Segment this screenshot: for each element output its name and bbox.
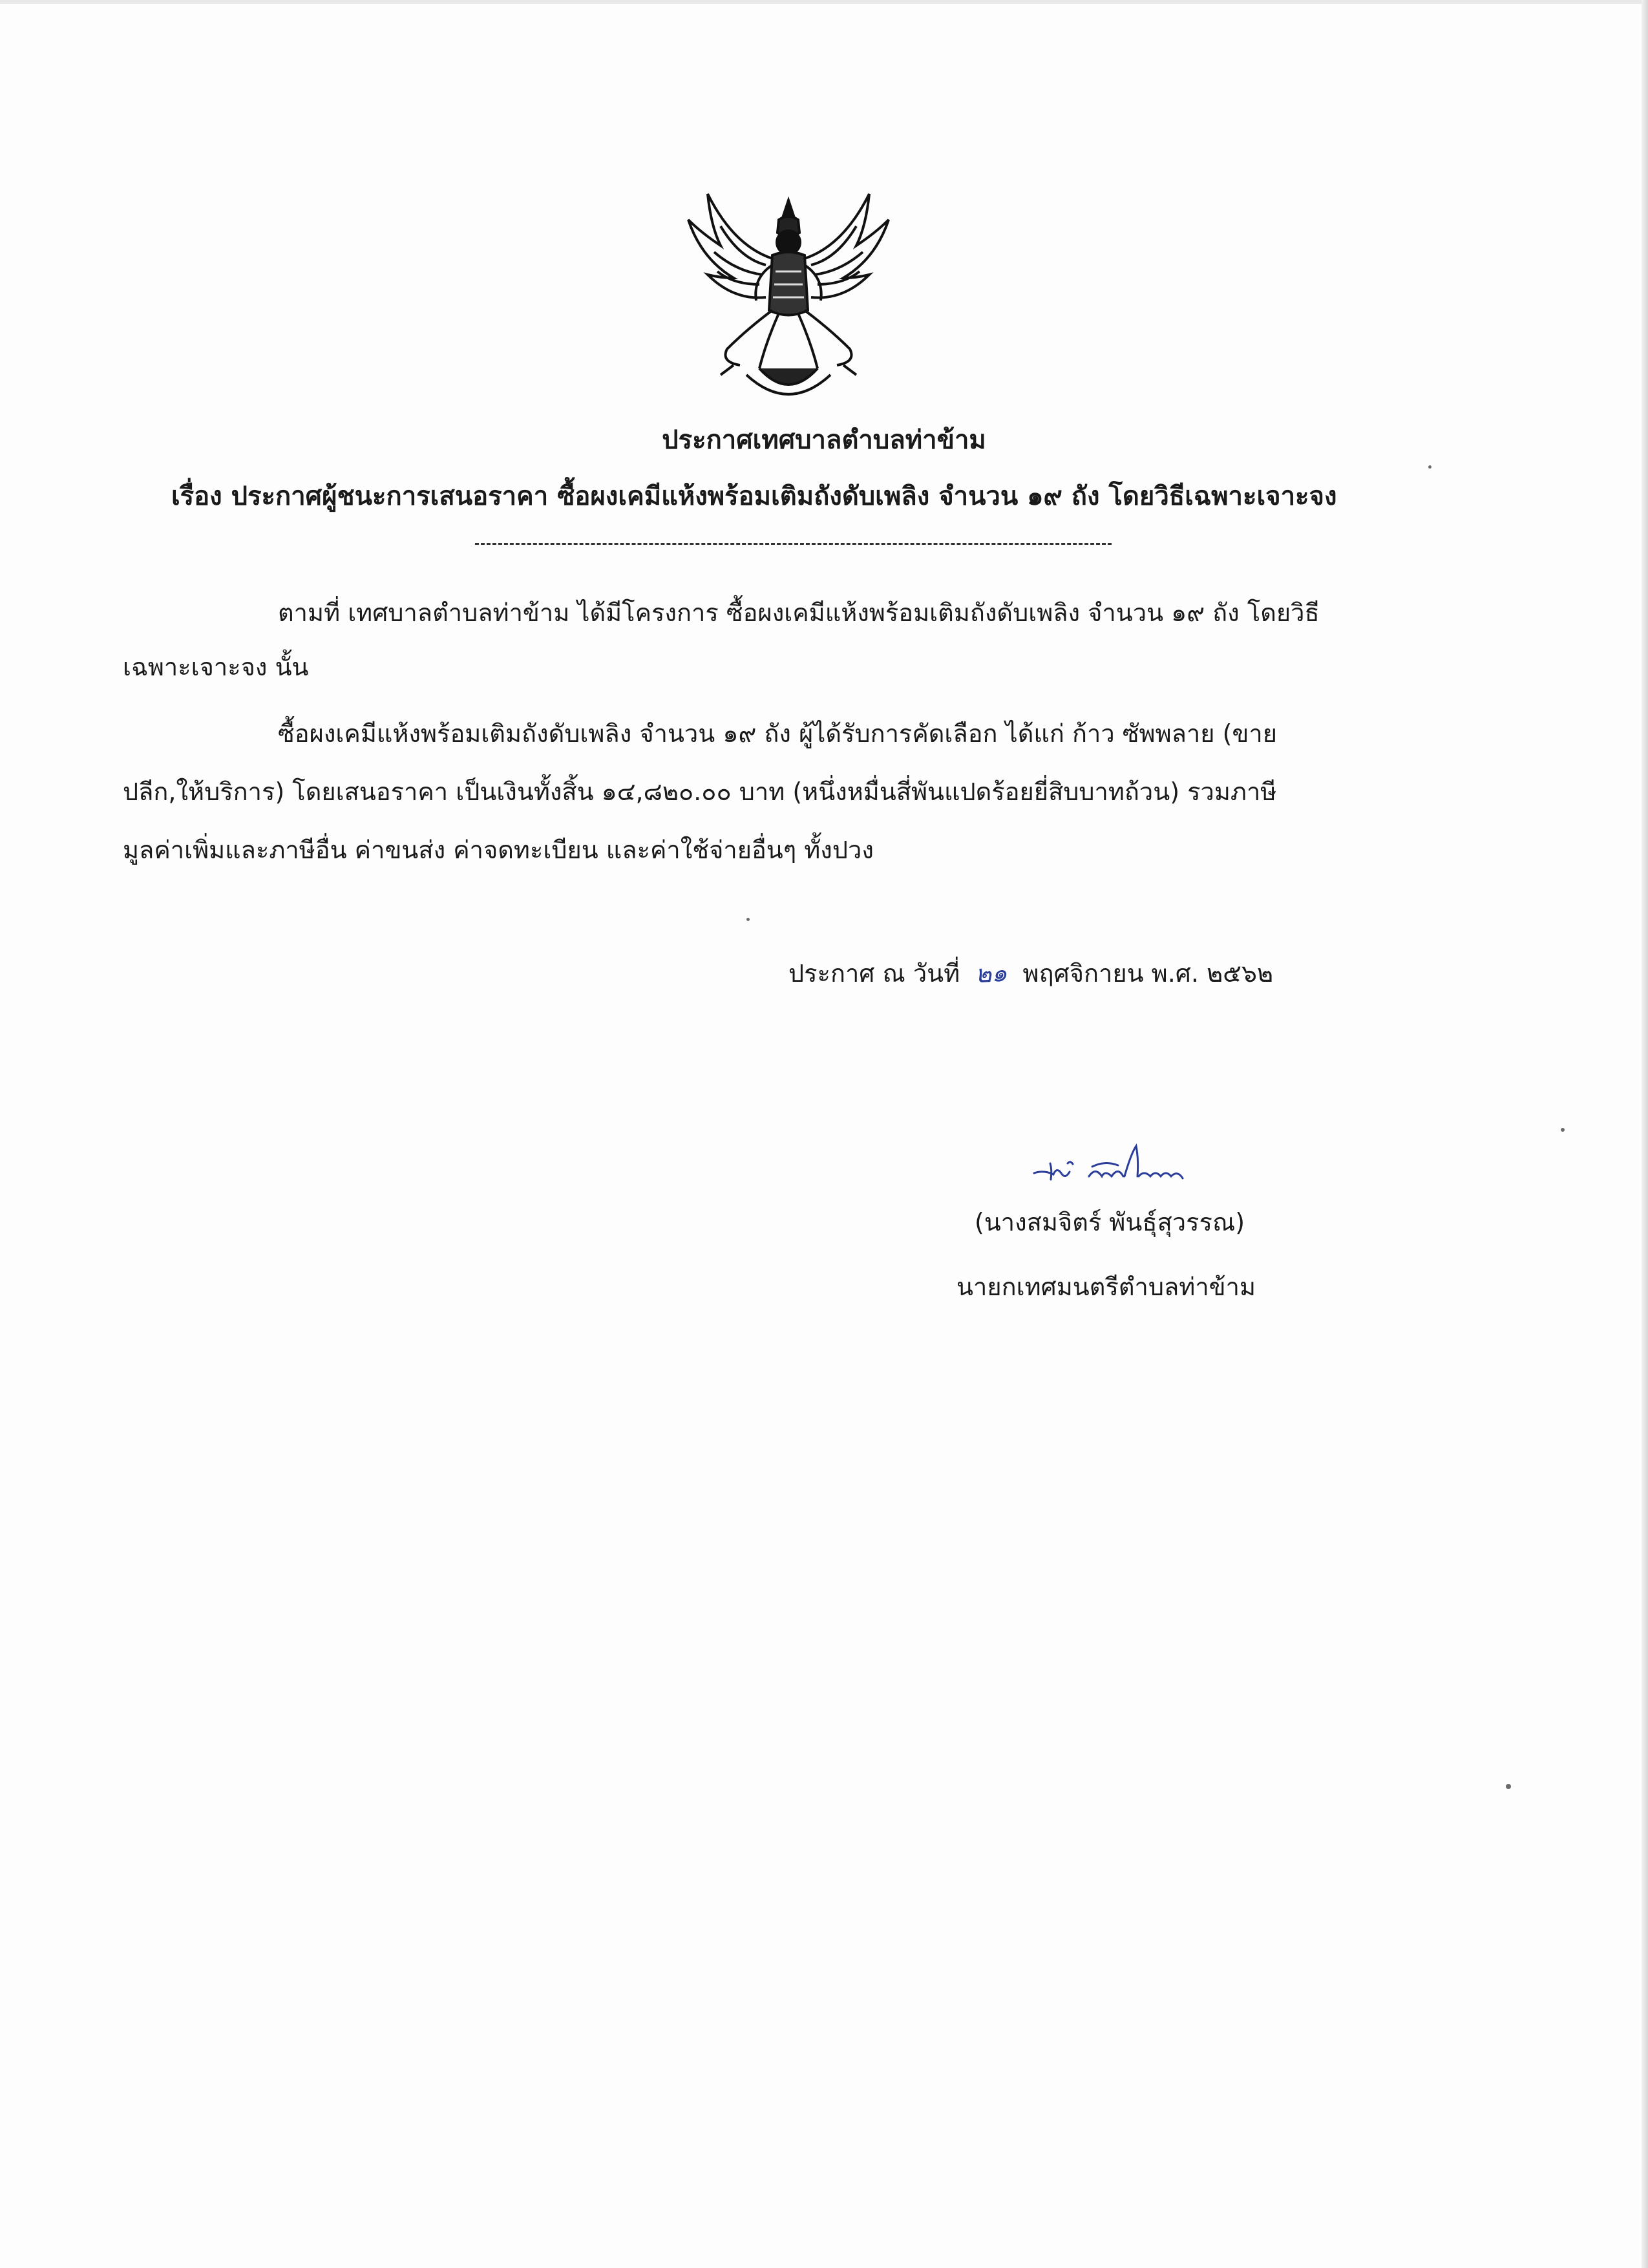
paragraph-2-line-2: ปลีก,ให้บริการ) โดยเสนอราคา เป็นเงินทั้งสิ้น ๑๔,๘๒๐.๐๐ บาท (หนึ่งหมื่นสี่พันแปดร้อยยี่สิบบาทถ้วน) รวมภาษี: [123, 778, 1277, 806]
subject-line: เรื่อง ประกาศผู้ชนะการเสนอราคา ซื้อผงเคมีแห้งพร้อมเติมถังดับเพลิง จำนวน ๑๙ ถัง โดยวิธีเฉพาะเจาะจง: [171, 482, 1337, 511]
scan-speck: [1506, 1784, 1511, 1789]
announcement-date: [788, 953, 1273, 993]
garuda-emblem-icon: [682, 181, 895, 414]
paragraph-2-line-1: ซื้อผงเคมีแห้งพร้อมเติมถังดับเพลิง จำนวน ๑๙ ถัง ผู้ได้รับการคัดเลือก ได้แก่ ก้าว ซัพพลาย (ขาย: [278, 719, 1278, 748]
scan-speck: [746, 918, 750, 921]
scan-speck: [1428, 465, 1431, 469]
scan-edge-top: [0, 0, 1648, 4]
paragraph-1-line-2: เฉพาะเจาะจง นั้น: [123, 653, 309, 681]
separator-line: [475, 543, 1112, 545]
scan-edge-right: [1642, 0, 1648, 2268]
handwritten-day: ๒๑: [975, 958, 1008, 989]
handwritten-signature-icon: [1028, 1141, 1221, 1199]
announcement-prefix: ประกาศ ณ วันที่: [788, 959, 960, 988]
scan-speck: [1561, 1128, 1565, 1132]
signer-position: นายกเทศมนตรีตำบลท่าข้าม: [956, 1273, 1256, 1301]
signer-name: (นางสมจิตร์ พันธุ์สุวรรณ): [975, 1208, 1245, 1236]
paragraph-2-line-3: มูลค่าเพิ่มและภาษีอื่น ค่าขนส่ง ค่าจดทะเบียน และค่าใช้จ่ายอื่นๆ ทั้งปวง: [123, 836, 874, 864]
announcement-month-year: พฤศจิกายน พ.ศ. ๒๕๖๒: [1022, 959, 1274, 988]
paragraph-1-line-1: ตามที่ เทศบาลตำบลท่าข้าม ได้มีโครงการ ซื้อผงเคมีแห้งพร้อมเติมถังดับเพลิง จำนวน ๑๙ ถัง โดยวิธี: [278, 599, 1320, 627]
office-title: ประกาศเทศบาลตำบลท่าข้าม: [662, 425, 986, 455]
